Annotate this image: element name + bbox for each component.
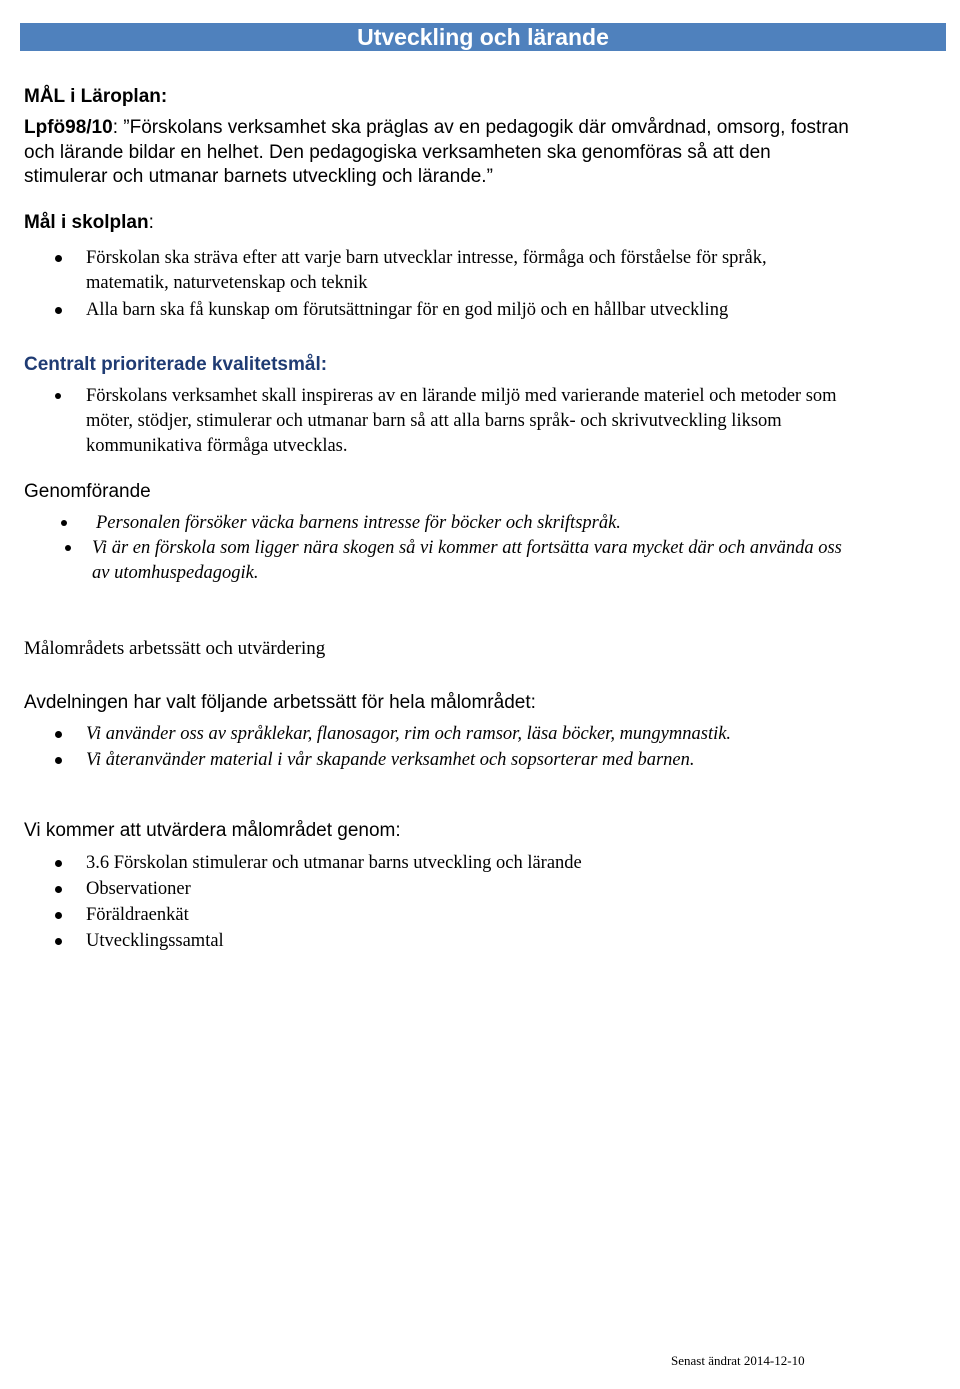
list-item-line: Förskolan ska sträva efter att varje barn utvecklar intresse, förmåga och förståelse för språk, <box>86 248 767 268</box>
list-item <box>86 929 946 954</box>
list-item-line: Alla barn ska få kunskap om förutsättningar för en god miljö och en hållbar utveckling <box>86 300 729 320</box>
kvalitetsmal-list <box>86 384 946 459</box>
list-item-line: Personalen försöker väcka barnens intresse för böcker och skriftspråk. <box>96 513 621 533</box>
bullet-icon <box>61 520 67 526</box>
utvardera-list <box>86 851 946 954</box>
bullet-icon <box>55 255 62 262</box>
list-item-line: möter, stödjer, stimulerar och utmanar barn så att alla barns språk- och skrivutveckling liksom <box>86 411 782 431</box>
footer-last-modified: Senast ändrat 2014-12-10 <box>671 1353 805 1368</box>
utvardera-heading: Vi kommer att utvärdera målområdet genom: <box>24 820 401 841</box>
bullet-icon <box>55 393 61 399</box>
bullet-icon <box>55 912 62 919</box>
laroplan-line-2: och lärande bildar en helhet. Den pedagogiska verksamheten ska genomföras så att den <box>24 141 771 163</box>
skolplan-list <box>86 246 946 323</box>
list-item <box>86 748 946 773</box>
arbetssatt-heading: Målområdets arbetssätt och utvärdering <box>24 638 326 659</box>
bullet-icon <box>55 757 62 764</box>
bullet-icon <box>55 886 62 893</box>
list-item <box>86 384 946 459</box>
list-item-text: 3.6 Förskolan stimulerar och utmanar barns utveckling och lärande <box>86 853 582 873</box>
list-item <box>86 877 946 902</box>
laroplan-line-3: stimulerar och utmanar barnets utveckling och lärande.” <box>24 166 493 187</box>
laroplan-quote <box>24 116 944 190</box>
kvalitetsmal-heading: Centralt prioriterade kvalitetsmål: <box>24 354 328 375</box>
bullet-icon <box>55 731 62 738</box>
list-item-text: Utvecklingssamtal <box>86 931 224 951</box>
list-item <box>92 536 952 586</box>
avdelningen-list <box>86 722 946 773</box>
list-item-line: av utomhuspedagogik. <box>92 563 259 583</box>
laroplan-heading: MÅL i Läroplan: <box>24 86 168 107</box>
list-item-line: Förskolans verksamhet skall inspireras av en lärande miljö med varierande materiel och metoder som <box>86 386 837 406</box>
list-item-text: Vi använder oss av språklekar, flanosagor, rim och ramsor, läsa böcker, mungymnastik. <box>86 724 732 744</box>
list-item-text: Vi återanvänder material i vår skapande verksamhet och sopsorterar med barnen. <box>86 750 695 770</box>
genomforande-heading: Genomförande <box>24 481 151 502</box>
bullet-icon <box>55 307 62 314</box>
page-title: Utveckling och lärande <box>20 23 946 51</box>
list-item <box>86 246 946 296</box>
list-item <box>92 511 952 536</box>
list-item-line: matematik, naturvetenskap och teknik <box>86 273 368 293</box>
skolplan-heading-bold: Mål i skolplan <box>24 212 149 233</box>
bullet-icon <box>55 860 62 867</box>
list-item <box>86 851 946 876</box>
list-item-text: Observationer <box>86 879 191 899</box>
list-item <box>86 903 946 928</box>
bullet-icon <box>55 938 62 945</box>
list-item-line: kommunikativa förmåga utvecklas. <box>86 436 348 456</box>
bullet-icon <box>65 545 71 551</box>
list-item-text: Föräldraenkät <box>86 905 189 925</box>
list-item <box>86 298 946 323</box>
genomforande-list <box>92 511 952 586</box>
skolplan-heading <box>24 212 154 234</box>
laroplan-label: Lpfö98/10 <box>24 117 113 138</box>
list-item-line: Vi är en förskola som ligger nära skogen så vi kommer att fortsätta vara mycket där och använda oss <box>92 538 842 558</box>
avdelningen-heading: Avdelningen har valt följande arbetssätt för hela målområdet: <box>24 692 536 713</box>
list-item <box>86 722 946 747</box>
laroplan-line-1: : ”Förskolans verksamhet ska präglas av en pedagogik där omvårdnad, omsorg, fostran <box>112 117 849 138</box>
skolplan-heading-suffix: : <box>148 212 154 233</box>
